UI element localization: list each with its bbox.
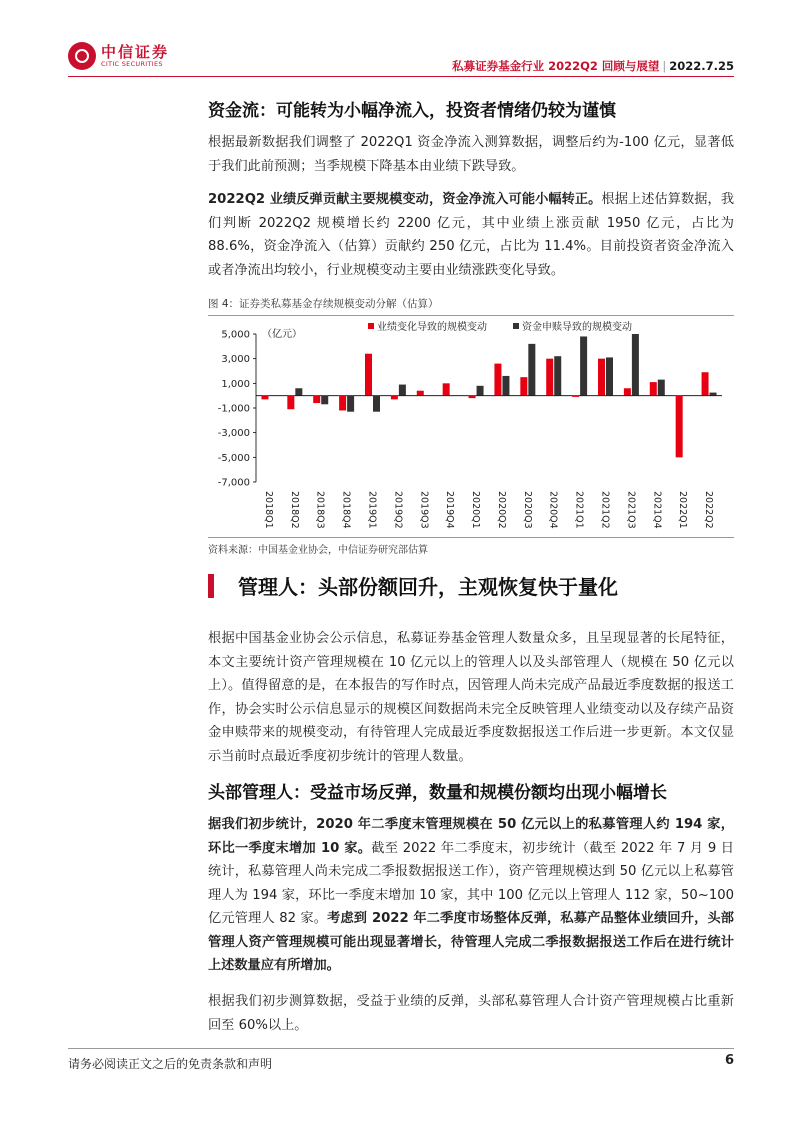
section2-para2-mid: 截至 2022 年二季度末，初步统计（截至 2022 年 7 月 9 日统计，私募管理人尚未完成二季报数据报送工作），资产管理规模达到 50 亿元以上私募管理人为 194 家，环比一季度末增加 10 家，其中 100 亿元以上管理人 112 家，50~100 亿元管理人 82 家。 <box>208 840 734 926</box>
x-tick-label: 2020Q3 <box>521 491 533 529</box>
bar-flow-2018q4 <box>347 396 354 412</box>
bar-flow-2021q3 <box>632 334 639 396</box>
bar-performance-2021q4 <box>650 382 657 396</box>
section1-para2-rest: 根据上述估算数据，我们判断 2022Q2 规模增长约 2200 亿元，其中业绩上涨贡献 1950 亿元，占比为 88.6%，资金净流入（估算）贡献约 250 亿元，占比为 11.4%。目前投资者资金净流入或者净流出均较小，行业规模变动主要由业绩涨跌变化导致。 <box>208 192 735 278</box>
x-tick-label: 2018Q3 <box>314 491 326 529</box>
footer-rule <box>68 1048 734 1049</box>
x-tick-label: 2020Q4 <box>547 491 559 529</box>
bar-performance-2021q3 <box>624 388 631 395</box>
bar-performance-2018q2 <box>287 396 294 410</box>
x-tick-label: 2021Q1 <box>573 491 585 529</box>
bar-flow-2018q3 <box>321 396 328 405</box>
logo-en: CITIC SECURITIES <box>101 59 163 68</box>
bar-performance-2019q1 <box>365 354 372 396</box>
citic-logo <box>68 42 169 70</box>
bar-performance-2019q3 <box>417 391 424 396</box>
bar-performance-2019q2 <box>391 396 398 400</box>
header-separator: | <box>662 59 667 73</box>
figure-title: 图 4：证券类私募基金存续规模变动分解（估算） <box>208 296 734 316</box>
y-tick-label: 1,000 <box>221 378 250 390</box>
report-header <box>452 58 734 74</box>
y-tick-label: 5,000 <box>221 329 250 341</box>
bar-performance-2020q4 <box>546 359 553 396</box>
y-unit-label: （亿元） <box>262 329 302 340</box>
bar-flow-2020q2 <box>502 376 509 396</box>
y-tick-label: -5,000 <box>217 452 250 464</box>
section2-title: 管理人：头部份额回升，主观恢复快于量化 <box>238 575 618 599</box>
x-tick-label: 2019Q2 <box>392 491 404 529</box>
section1-para2-bold: 2022Q2 业绩反弹贡献主要规模变动，资金净流入可能小幅转正。 <box>208 192 602 207</box>
bar-flow-2022q2 <box>710 393 717 396</box>
bar-flow-2019q2 <box>399 385 406 396</box>
x-tick-label: 2018Q2 <box>288 491 300 529</box>
section2-subheading: 头部管理人：受益市场反弹，数量和规模份额均出现小幅增长 <box>208 783 667 803</box>
legend-label: 业绩变化导致的规模变动 <box>377 322 487 333</box>
bar-performance-2021q2 <box>598 359 605 396</box>
section1-para2 <box>208 188 734 282</box>
bar-performance-2022q1 <box>676 396 683 458</box>
section-marker <box>208 574 214 598</box>
report-date: 2022.7.25 <box>669 59 734 73</box>
x-tick-label: 2021Q2 <box>599 491 611 529</box>
logo-cn: 中信证券 <box>101 42 170 61</box>
bar-performance-2019q4 <box>443 383 450 395</box>
y-tick-label: 3,000 <box>221 354 250 366</box>
legend-swatch <box>368 323 374 329</box>
y-tick-label: -7,000 <box>217 477 250 489</box>
x-tick-label: 2019Q3 <box>418 491 430 529</box>
section2-para1: 根据中国基金业协会公示信息，私募证券基金管理人数量众多，且呈现显著的长尾特征，本文主要统计资产管理规模在 10 亿元以上的管理人以及头部管理人（规模在 50 亿元以上）。值得留意的是，在本报告的写作时点，因管理人尚未完成产品最近季度数据的报送工作，协会实时公示信息显示的规模区间数据尚未完全反映管理人业绩变动以及存续产品资金申赎带来的规模变动，有待管理人完成最近季度数据报送工作后进一步更新。本文仅显示当前时点最近季度初步统计的管理人数量。 <box>208 631 734 764</box>
bar-performance-2020q3 <box>520 377 527 396</box>
bar-performance-2020q1 <box>469 396 476 398</box>
bar-flow-2020q3 <box>528 344 535 396</box>
bar-flow-2018q2 <box>295 388 302 395</box>
x-tick-label: 2020Q2 <box>495 491 507 529</box>
x-tick-label: 2021Q3 <box>625 491 637 529</box>
bar-chart <box>208 320 734 535</box>
x-tick-label: 2020Q1 <box>470 491 482 529</box>
section2-para3: 根据我们初步测算数据，受益于业绩的反弹，头部私募管理人合计资产管理规模占比重新回至 60%以上。 <box>208 994 734 1033</box>
x-tick-label: 2019Q1 <box>366 491 378 529</box>
y-tick-label: -1,000 <box>217 403 250 415</box>
x-tick-label: 2019Q4 <box>444 491 456 529</box>
bar-performance-2021q1 <box>572 396 579 397</box>
bar-flow-2021q4 <box>658 380 665 396</box>
bar-performance-2018q4 <box>339 396 346 411</box>
page-number: 6 <box>724 1053 734 1068</box>
x-tick-label: 2021Q4 <box>651 491 663 529</box>
report-title: 私募证券基金行业 2022Q2 回顾与展望 <box>452 59 660 73</box>
y-tick-label: -3,000 <box>217 428 250 440</box>
bar-flow-2020q1 <box>477 386 484 396</box>
bar-performance-2018q3 <box>313 396 320 403</box>
x-tick-label: 2022Q2 <box>703 491 715 529</box>
section1-heading: 资金流：可能转为小幅净流入，投资者情绪仍较为谨慎 <box>208 101 616 121</box>
bar-flow-2019q1 <box>373 396 380 412</box>
x-tick-label: 2022Q1 <box>677 491 689 529</box>
bar-flow-2021q1 <box>580 336 587 395</box>
section2-para2-bold1: 据我们初步统计，2020 年二季度末管理规模在 50 亿元以上的私募管理人约 194 家，环比一季度末增加 10 家。 <box>208 817 734 856</box>
bar-flow-2021q2 <box>606 357 613 395</box>
x-tick-label: 2018Q4 <box>340 491 352 529</box>
section2-para2-bold2: 考虑到 2022 年二季度市场整体反弹，私募产品整体业绩回升，头部管理人资产管理规模可能出现显著增长，待管理人完成二季报数据报送工作后在进行统计上述数量应有所增加。 <box>208 911 734 973</box>
bar-performance-2018q1 <box>261 396 268 400</box>
citic-logo-icon <box>68 42 96 70</box>
header-rule <box>68 76 734 77</box>
bar-flow-2020q4 <box>554 356 561 395</box>
bar-performance-2020q2 <box>494 364 501 396</box>
figure-source: 资料来源：中国基金业协会，中信证券研究部估算 <box>208 537 734 556</box>
footer-disclaimer: 请务必阅读正文之后的免责条款和声明 <box>68 1057 273 1071</box>
legend-label: 资金申赎导致的规模变动 <box>522 322 632 333</box>
legend-swatch <box>513 323 519 329</box>
bar-performance-2022q2 <box>702 372 709 395</box>
x-tick-label: 2018Q1 <box>262 491 274 529</box>
section2-para2 <box>208 813 734 978</box>
section1-para1: 根据最新数据我们调整了 2022Q1 资金净流入测算数据，调整后约为-100 亿元，显著低于我们此前预测；当季规模下降基本由业绩下跌导致。 <box>208 135 734 174</box>
